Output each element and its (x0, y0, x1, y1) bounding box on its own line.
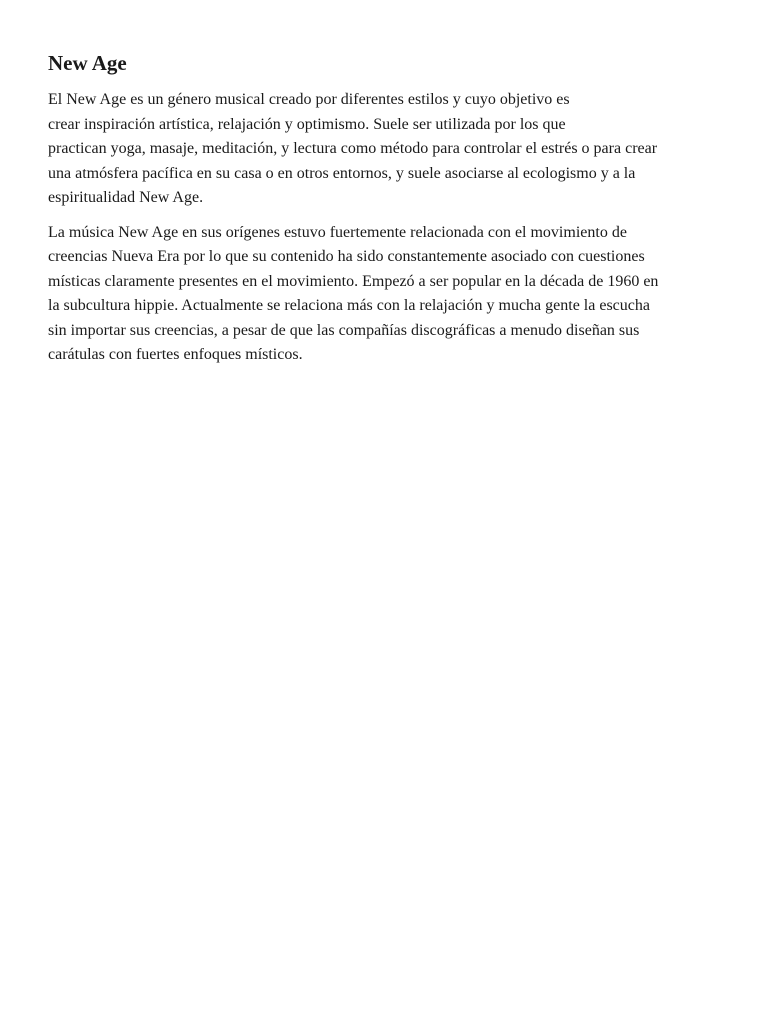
paragraph-line: creencias Nueva Era por lo que su contenido ha sido constantemente asociado con cuestiones (48, 248, 645, 265)
paragraph-line: El New Age es un género musical creado por diferentes estilos y cuyo objetivo es (48, 91, 570, 108)
paragraph-line: carátulas con fuertes enfoques místicos. (48, 346, 303, 363)
paragraph-line: una atmósfera pacífica en su casa o en otros entornos, y suele asociarse al ecologismo y a la (48, 164, 636, 182)
paragraph-line: místicas claramente presentes en el movimiento. Empezó a ser popular en la década de 1960 en (48, 272, 659, 290)
paragraph-line: espiritualidad New Age. (48, 189, 204, 206)
paragraph-1 (48, 88, 720, 211)
paragraph-line: crear inspiración artística, relajación y optimismo. Suele ser utilizada por los que (48, 115, 566, 133)
paragraph-2 (48, 221, 720, 368)
paragraph-line: practican yoga, masaje, meditación, y lectura como método para controlar el estrés o para crear (48, 140, 658, 157)
paragraph-line: la subcultura hippie. Actualmente se relaciona más con la relajación y mucha gente la escucha (48, 297, 650, 314)
paragraph-line: sin importar sus creencias, a pesar de que las compañías discográficas a menudo diseñan sus (48, 321, 640, 339)
paragraph-line: La música New Age en sus orígenes estuvo fuertemente relacionada con el movimiento de (48, 223, 627, 241)
page-title: New Age (48, 51, 127, 75)
